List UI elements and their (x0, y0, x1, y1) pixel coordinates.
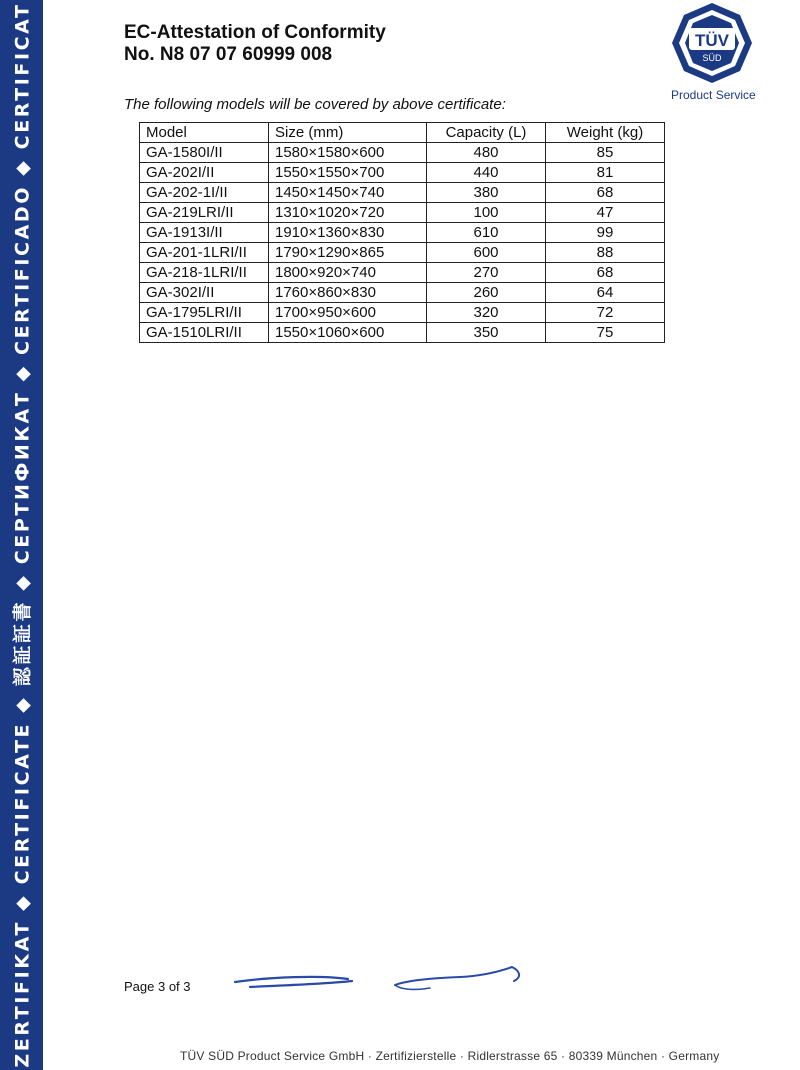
signature (230, 955, 530, 1000)
cell-capacity: 600 (427, 243, 546, 263)
cell-capacity: 270 (427, 263, 546, 283)
cell-weight: 72 (546, 303, 665, 323)
table-row (140, 163, 665, 183)
cell-capacity: 350 (427, 323, 546, 343)
logo-text-top: TÜV (695, 31, 729, 50)
table-body (140, 143, 665, 343)
table-header-row (140, 123, 665, 143)
cell-capacity: 610 (427, 223, 546, 243)
cell-capacity: 320 (427, 303, 546, 323)
cell-weight: 68 (546, 183, 665, 203)
models-table (139, 122, 665, 343)
header-size: Size (mm) (269, 123, 427, 143)
document-title (124, 22, 386, 66)
cell-size: 1550×1060×600 (269, 323, 427, 343)
cell-capacity: 440 (427, 163, 546, 183)
cell-size: 1910×1360×830 (269, 223, 427, 243)
cell-capacity: 380 (427, 183, 546, 203)
table-row (140, 303, 665, 323)
cell-weight: 85 (546, 143, 665, 163)
cell-model: GA-202-1I/II (140, 183, 269, 203)
cell-model: GA-1913I/II (140, 223, 269, 243)
footer-address: TÜV SÜD Product Service GmbH · Zertifizierstelle · Ridlerstrasse 65 · 80339 München · Germany (180, 1049, 720, 1063)
header-model: Model (140, 123, 269, 143)
side-band-text: ZERTIFIKAT ◆ CERTIFICATE ◆ 認証証書 ◆ СЕРТИФИКАТ ◆ CERTIFICADO ◆ CERTIFICAT (11, 2, 34, 1068)
cell-size: 1450×1450×740 (269, 183, 427, 203)
cell-size: 1700×950×600 (269, 303, 427, 323)
page-number: Page 3 of 3 (124, 979, 191, 994)
side-band (0, 0, 43, 1070)
cell-size: 1800×920×740 (269, 263, 427, 283)
tuv-sud-logo (671, 2, 753, 84)
cell-model: GA-202I/II (140, 163, 269, 183)
cell-weight: 68 (546, 263, 665, 283)
cell-capacity: 480 (427, 143, 546, 163)
header-weight: Weight (kg) (546, 123, 665, 143)
certificate-number: No. N8 07 07 60999 008 (124, 44, 333, 65)
cell-model: GA-1510LRI/II (140, 323, 269, 343)
title-line-1: EC-Attestation of Conformity (124, 22, 386, 43)
table-row (140, 323, 665, 343)
cell-weight: 99 (546, 223, 665, 243)
cell-weight: 81 (546, 163, 665, 183)
table-row (140, 223, 665, 243)
cell-size: 1310×1020×720 (269, 203, 427, 223)
table-row (140, 143, 665, 163)
table-row (140, 263, 665, 283)
cell-model: GA-1580I/II (140, 143, 269, 163)
cell-size: 1760×860×830 (269, 283, 427, 303)
table-row (140, 203, 665, 223)
logo-text-bottom: SÜD (702, 53, 722, 63)
cell-size: 1550×1550×700 (269, 163, 427, 183)
cell-model: GA-1795LRI/II (140, 303, 269, 323)
table-row (140, 183, 665, 203)
cell-model: GA-201-1LRI/II (140, 243, 269, 263)
intro-text: The following models will be covered by above certificate: (124, 96, 506, 113)
table-row (140, 283, 665, 303)
cell-model: GA-219LRI/II (140, 203, 269, 223)
cell-capacity: 100 (427, 203, 546, 223)
cell-size: 1790×1290×865 (269, 243, 427, 263)
cell-weight: 47 (546, 203, 665, 223)
cell-weight: 75 (546, 323, 665, 343)
cell-capacity: 260 (427, 283, 546, 303)
cell-model: GA-218-1LRI/II (140, 263, 269, 283)
logo-caption: Product Service (671, 88, 756, 102)
cell-model: GA-302I/II (140, 283, 269, 303)
cell-size: 1580×1580×600 (269, 143, 427, 163)
header-capacity: Capacity (L) (427, 123, 546, 143)
table-row (140, 243, 665, 263)
cell-weight: 88 (546, 243, 665, 263)
cell-weight: 64 (546, 283, 665, 303)
